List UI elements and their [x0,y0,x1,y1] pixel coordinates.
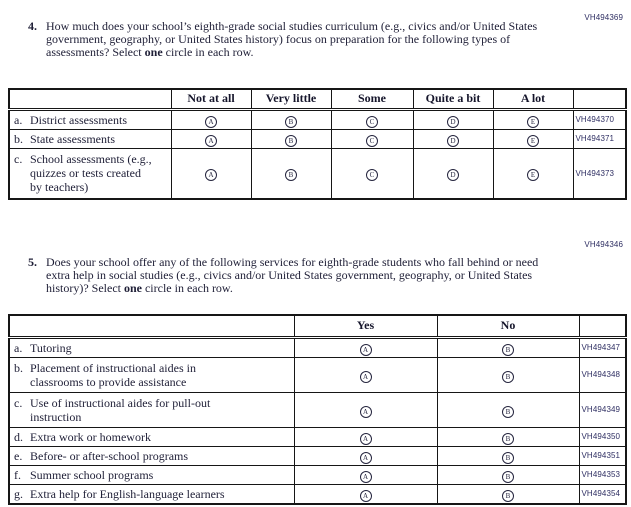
q4-school-circle-a[interactable]: A [205,169,217,181]
q5-header-code-empty [579,315,626,337]
q5-row-ell [9,484,626,504]
row-code: VH494350 [579,427,626,446]
q4-school-circle-d[interactable]: D [447,169,459,181]
q5-row-extra-work [9,427,626,446]
q4-state-circle-c[interactable]: C [366,135,378,147]
q4-state-circle-d[interactable]: D [447,135,459,147]
row-label: Before- or after-school programs [30,448,189,463]
q4-col-quite-a-bit: Quite a bit [413,89,493,109]
q5-extra-work-yes-circle[interactable]: A [360,433,372,445]
q4-state-circle-e[interactable]: E [527,135,539,147]
q5-extra-work-no-circle[interactable]: B [502,433,514,445]
row-code: VH494351 [579,446,626,465]
q4-district-circle-a[interactable]: A [205,116,217,128]
row-letter: e. [14,448,23,463]
row-label: Summer school programs [30,467,154,482]
q5-row-before-after [9,446,626,465]
q5-row-tutoring [9,337,626,357]
q5-col-yes: Yes [294,315,437,337]
row-code: VH494370 [573,109,626,129]
q5-row-aides-classrooms [9,357,626,392]
question4-text-before: How much does your school’s eighth-grade social studies curriculum (e.g., civics and/or United States government, geography, or United States history) focus on preparation for the following types of assessments? Select [46,19,538,59]
q5-before-after-yes-circle[interactable]: A [360,452,372,464]
q5-summer-no-circle[interactable]: B [502,471,514,483]
row-letter: a. [14,340,23,355]
row-label: Placement of instructional aides in classrooms to provide assistance [30,360,196,389]
row-code: VH494348 [579,357,626,392]
q4-col-very-little: Very little [251,89,331,109]
q5-aides-pullout-yes-circle[interactable]: A [360,406,372,418]
question5-number: 5. [28,255,37,269]
q4-row-district [9,109,626,129]
q4-school-circle-b[interactable]: B [285,169,297,181]
row-letter: b. [14,360,23,375]
q4-row-school [9,148,626,199]
q5-aides-classrooms-yes-circle[interactable]: A [360,371,372,383]
q4-header-empty [9,89,171,109]
question5-admin-code: VH494346 [584,240,623,249]
row-code: VH494353 [579,465,626,484]
row-letter: g. [14,486,23,501]
q4-col-some: Some [331,89,413,109]
row-letter: b. [14,131,23,146]
question4-table [8,88,627,200]
row-letter: c. [14,395,23,410]
q5-summer-yes-circle[interactable]: A [360,471,372,483]
question5-text-before: Does your school offer any of the following services for eighth-grade students who fall behind or need extra help in social studies (e.g., civics and/or United States government, geography, or United States history)? Select [46,255,539,295]
question5 [28,256,553,295]
row-letter: a. [14,112,23,127]
q4-state-circle-b[interactable]: B [285,135,297,147]
q4-district-circle-e[interactable]: E [527,116,539,128]
question4-text [46,20,553,59]
row-letter: c. [14,152,23,167]
row-label: Extra work or homework [30,429,151,444]
q4-col-a-lot: A lot [493,89,573,109]
q4-school-circle-e[interactable]: E [527,169,539,181]
question5-table [8,314,627,505]
q4-district-circle-c[interactable]: C [366,116,378,128]
row-code: VH494347 [579,337,626,357]
row-label: Use of instructional aides for pull-out instruction [30,395,211,424]
row-label: District assessments [30,112,127,127]
q4-state-circle-a[interactable]: A [205,135,217,147]
q5-aides-classrooms-no-circle[interactable]: B [502,371,514,383]
question4-admin-code: VH494369 [584,13,623,22]
q5-row-aides-pullout [9,392,626,427]
q4-header-code-empty [573,89,626,109]
q4-school-circle-c[interactable]: C [366,169,378,181]
question4 [28,20,553,59]
row-code: VH494354 [579,484,626,504]
row-code: VH494371 [573,129,626,148]
question4-bold-word: one [144,45,163,59]
q5-tutoring-yes-circle[interactable]: A [360,344,372,356]
row-letter: d. [14,429,23,444]
row-code: VH494373 [573,148,626,199]
row-label: State assessments [30,131,115,146]
question4-text-after: circle in each row. [162,45,254,59]
row-label: Tutoring [30,340,72,355]
question5-text [46,256,553,295]
question5-text-after: circle in each row. [141,281,233,295]
q5-before-after-no-circle[interactable]: B [502,452,514,464]
row-label: Extra help for English-language learners [30,486,225,501]
row-letter: f. [14,467,21,482]
q5-row-summer [9,465,626,484]
q4-col-not-at-all: Not at all [171,89,251,109]
q5-col-no: No [437,315,579,337]
q5-tutoring-no-circle[interactable]: B [502,344,514,356]
q5-aides-pullout-no-circle[interactable]: B [502,406,514,418]
q5-header-empty [9,315,294,337]
q5-ell-no-circle[interactable]: B [502,490,514,502]
row-label: School assessments (e.g., quizzes or tests created by teachers) [30,152,152,195]
q4-district-circle-b[interactable]: B [285,116,297,128]
q4-row-state [9,129,626,148]
question5-bold-word: one [123,281,142,295]
question4-number: 4. [28,19,37,33]
q5-ell-yes-circle[interactable]: A [360,490,372,502]
q4-district-circle-d[interactable]: D [447,116,459,128]
row-code: VH494349 [579,392,626,427]
